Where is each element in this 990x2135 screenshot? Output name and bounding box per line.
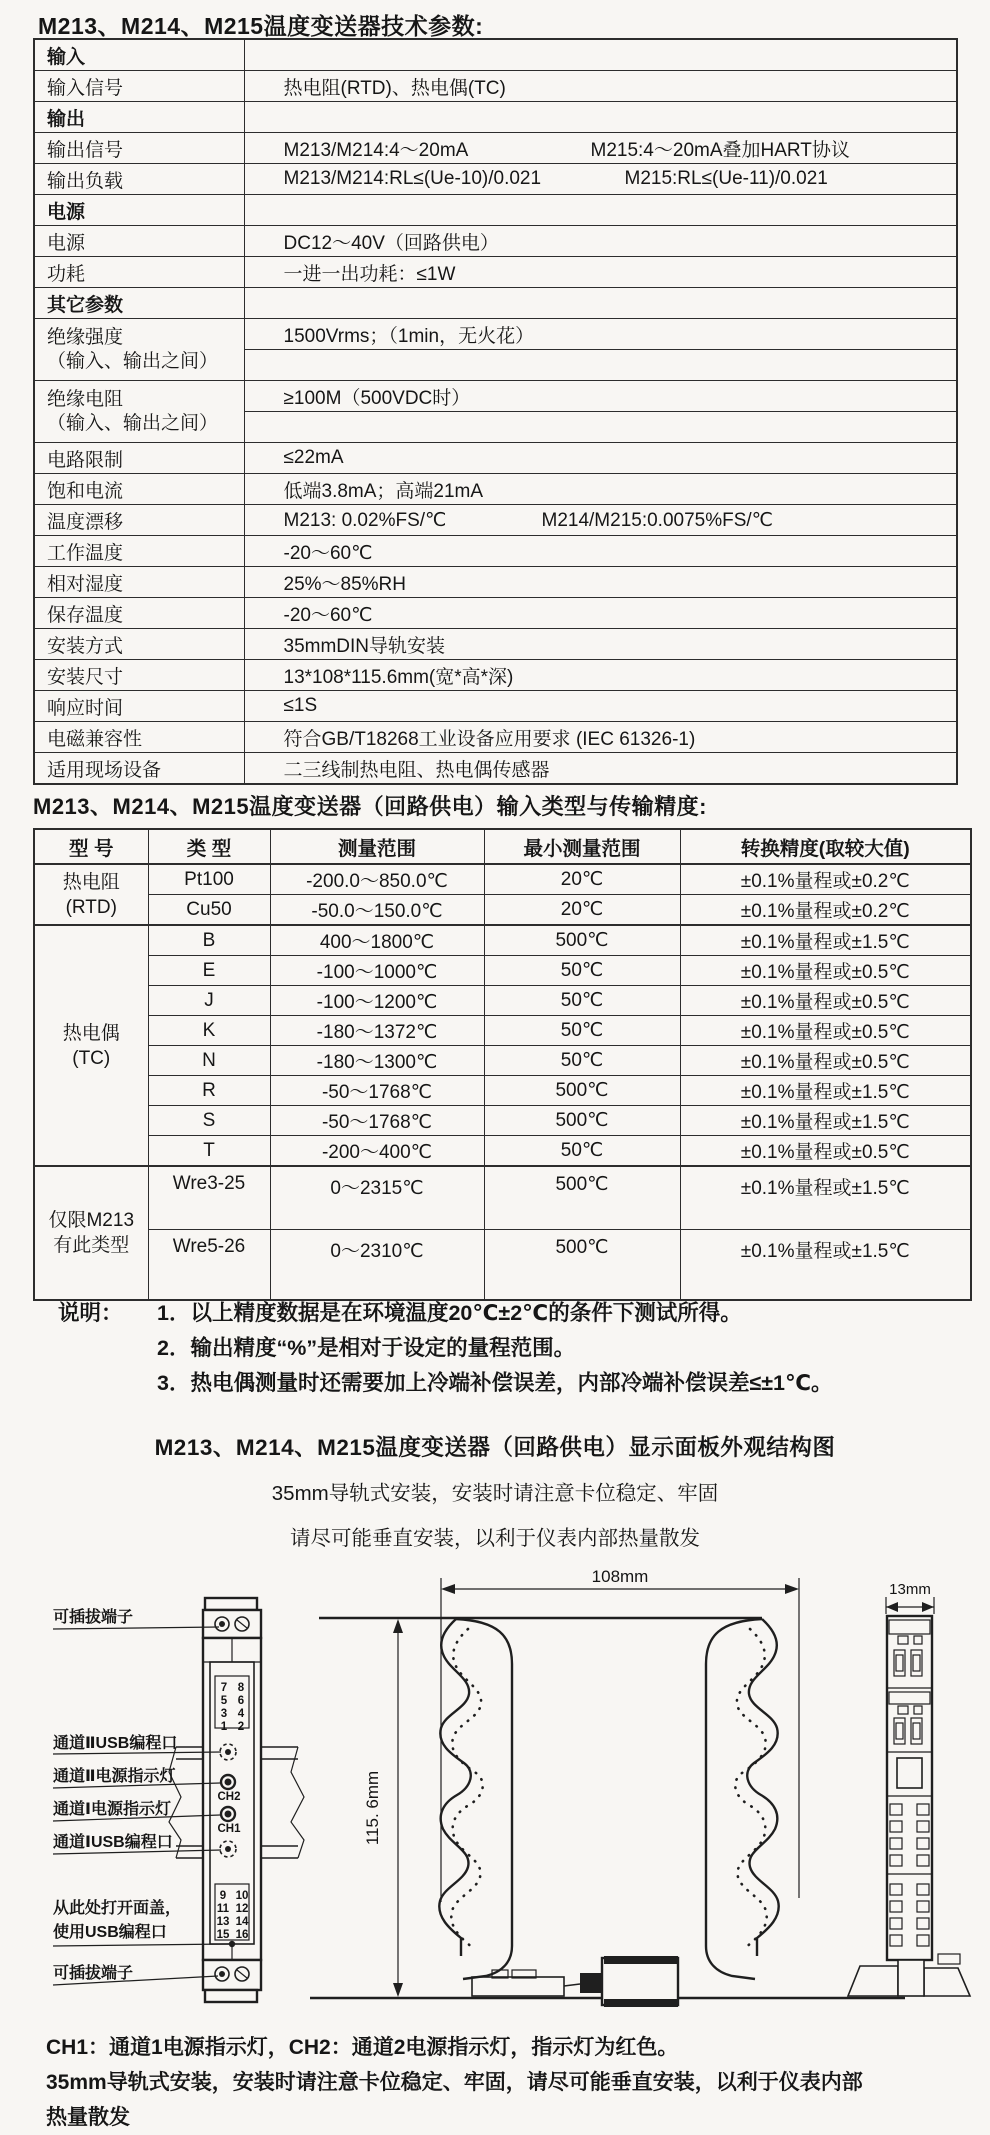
cell: -200～400℃ [270, 1136, 484, 1167]
table-row [34, 629, 957, 660]
cell: -50～1768℃ [270, 1106, 484, 1136]
table-row [34, 691, 957, 722]
terminal-number: 10 [235, 1890, 249, 1902]
table-row [34, 133, 957, 164]
module-side-view [310, 1567, 905, 2007]
ch2-led-label: 通道Ⅱ电源指示灯 [53, 1768, 176, 1785]
cell: Pt100 [148, 864, 270, 895]
table-row [34, 1046, 971, 1076]
cell: T [148, 1136, 270, 1167]
cell: Wre3-25 [148, 1166, 270, 1230]
param-value: 热电阻(RTD)、热电偶(TC) [244, 71, 957, 102]
cell: -100～1200℃ [270, 986, 484, 1016]
param-label: 输出信号 [34, 133, 244, 164]
param-value [244, 505, 957, 536]
value-part-2: M215:RL≤(Ue-11)/0.021 [624, 168, 828, 189]
cell: ±0.1%量程或±0.5℃ [680, 986, 971, 1016]
param-value: 13*108*115.6mm(宽*高*深) [244, 660, 957, 691]
table-row [34, 319, 957, 350]
terminal-number: 4 [237, 1708, 245, 1720]
cell: -50～1768℃ [270, 1076, 484, 1106]
cell: ±0.1%量程或±1.5℃ [680, 1230, 971, 1301]
terminal-number: 3 [220, 1708, 228, 1720]
param-value: ≤1S [244, 691, 957, 722]
note-line [58, 1366, 833, 1401]
cell: -180～1372℃ [270, 1016, 484, 1046]
table-row [34, 257, 957, 288]
accuracy-table [33, 828, 972, 1301]
usb-programmer [580, 1956, 678, 2007]
cell: ±0.1%量程或±0.2℃ [680, 895, 971, 926]
table-row [34, 1136, 971, 1167]
value-part-1: M213: 0.02%FS/℃ [283, 509, 447, 531]
group-label-rtd: 热电阻 (RTD) [34, 864, 148, 925]
cell: ±0.1%量程或±1.5℃ [680, 1166, 971, 1230]
cell: J [148, 986, 270, 1016]
terminal-number: 6 [237, 1695, 245, 1707]
cell: ±0.1%量程或±1.5℃ [680, 1106, 971, 1136]
param-label: 输入信号 [34, 71, 244, 102]
cell: ±0.1%量程或±0.5℃ [680, 1046, 971, 1076]
cell: B [148, 925, 270, 956]
height-dimension-label: 115. 6mm [363, 1770, 382, 1846]
param-label: 电磁兼容性 [34, 722, 244, 753]
terminal-number: 12 [235, 1903, 249, 1915]
param-value [244, 133, 957, 164]
table-row [34, 505, 957, 536]
param-value-empty [244, 350, 957, 381]
table-row [34, 1106, 971, 1136]
module-front-view [203, 1598, 261, 2002]
param-value: -20～60℃ [244, 598, 957, 629]
plug-terminal-bottom-label: 可插拔端子 [53, 1965, 134, 1982]
ch1-led-label: 通道Ⅰ电源指示灯 [53, 1801, 171, 1818]
terminal-number: 1 [220, 1721, 228, 1733]
param-value: DC12～40V（回路供电） [244, 226, 957, 257]
cell: 0～2310℃ [270, 1230, 484, 1301]
table-row [34, 164, 957, 195]
table-row [34, 536, 957, 567]
cell: ±0.1%量程或±0.2℃ [680, 864, 971, 895]
note-line [58, 1296, 833, 1331]
table-row [34, 895, 971, 926]
notes-prefix: 说明： [58, 1301, 123, 1325]
cell: -180～1300℃ [270, 1046, 484, 1076]
param-label: 响应时间 [34, 691, 244, 722]
cell: 50℃ [484, 1136, 680, 1167]
terminal-number: 5 [220, 1695, 228, 1707]
cell: K [148, 1016, 270, 1046]
group-label-m213: 仅限M213 有此类型 [34, 1166, 148, 1300]
footer-line-1: CH1：通道1电源指示灯，CH2：通道2电源指示灯，指示灯为红色。 [46, 2036, 679, 2059]
table-row [34, 226, 957, 257]
param-label: 功耗 [34, 257, 244, 288]
param-value: 二三线制热电阻、热电偶传感器 [244, 753, 957, 785]
table-row [34, 474, 957, 505]
param-label: 绝缘电阻 （输入、输出之间） [34, 381, 244, 443]
footer-line-2: 35mm导轨式安装，安装时请注意卡位稳定、牢固，请尽可能垂直安装，以利于仪表内部 [46, 2071, 863, 2094]
accuracy-table-wrap [33, 828, 972, 1301]
param-value: 1500Vrms；（1min，无火花） [244, 319, 957, 350]
cell: ±0.1%量程或±0.5℃ [680, 956, 971, 986]
terminal-number: 13 [216, 1916, 230, 1928]
table-row [34, 956, 971, 986]
table-row [34, 381, 957, 412]
cell: 0～2315℃ [270, 1166, 484, 1230]
param-label: 保存温度 [34, 598, 244, 629]
param-value: 一进一出功耗：≤1W [244, 257, 957, 288]
section-label: 输出 [34, 102, 244, 133]
param-value [244, 102, 957, 133]
param-label: 饱和电流 [34, 474, 244, 505]
cell: Wre5-26 [148, 1230, 270, 1301]
terminal-number: 8 [237, 1682, 245, 1694]
page-title: M213、M214、M215温度变送器技术参数: [38, 13, 484, 39]
table-row [34, 753, 957, 785]
cell: 50℃ [484, 956, 680, 986]
note-line [58, 1331, 833, 1366]
cell: 500℃ [484, 1166, 680, 1230]
param-label: 工作温度 [34, 536, 244, 567]
accuracy-table-title: M213、M214、M215温度变送器（回路供电）输入类型与传输精度: [33, 794, 707, 819]
cell: 500℃ [484, 1230, 680, 1301]
terminal-number: 2 [237, 1721, 245, 1733]
param-value: 符合GB/T18268工业设备应用要求 (IEC 61326-1) [244, 722, 957, 753]
cell: 500℃ [484, 925, 680, 956]
group-label-tc: 热电偶 (TC) [34, 925, 148, 1166]
table-row [34, 443, 957, 474]
cell: ±0.1%量程或±1.5℃ [680, 1076, 971, 1106]
param-value-empty [244, 412, 957, 443]
value-part-1: M213/M214:RL≤(Ue-10)/0.021 [283, 168, 542, 189]
cell: 400～1800℃ [270, 925, 484, 956]
param-label: 输出负载 [34, 164, 244, 195]
table-row [34, 1166, 971, 1230]
module-narrow-side-view [848, 1581, 970, 1996]
table-row [34, 1016, 971, 1046]
cell: 50℃ [484, 1016, 680, 1046]
value-part-2: M214/M215:0.0075%FS/℃ [541, 509, 774, 531]
cell: ±0.1%量程或±0.5℃ [680, 1016, 971, 1046]
cell: ±0.1%量程或±0.5℃ [680, 1136, 971, 1167]
cell: S [148, 1106, 270, 1136]
cell: Cu50 [148, 895, 270, 926]
param-value: 35mmDIN导轨安装 [244, 629, 957, 660]
structure-diagram-title: M213、M214、M215温度变送器（回路供电）显示面板外观结构图 [154, 1435, 836, 1460]
tech-params-table [33, 38, 958, 785]
notes-block [58, 1296, 833, 1401]
plug-terminal-top-label: 可插拔端子 [53, 1609, 134, 1626]
terminal-number: 7 [220, 1682, 228, 1694]
cell: 20℃ [484, 895, 680, 926]
cell: R [148, 1076, 270, 1106]
value-part-1: M213/M214:4～20mA [283, 139, 469, 161]
table-row [34, 722, 957, 753]
table-row [34, 1230, 971, 1301]
table-row [34, 660, 957, 691]
param-label: 电路限制 [34, 443, 244, 474]
cell: 50℃ [484, 1046, 680, 1076]
cell: 500℃ [484, 1106, 680, 1136]
table-row [34, 567, 957, 598]
table-header-row [34, 829, 971, 864]
cell: N [148, 1046, 270, 1076]
param-value [244, 288, 957, 319]
param-value [244, 39, 957, 71]
col-header: 型 号 [34, 829, 148, 864]
ch2-label: CH2 [217, 1791, 241, 1803]
param-value: 25%～85%RH [244, 567, 957, 598]
cell: E [148, 956, 270, 986]
note-item: 3．热电偶测量时还需要加上冷端补偿误差，内部冷端补偿误差≤±1℃。 [157, 1371, 833, 1395]
value-part-2: M215:4～20mA叠加HART协议 [590, 139, 850, 161]
open-cover-label-line2: 使用USB编程口 [53, 1924, 167, 1941]
param-value: ≤22mA [244, 443, 957, 474]
cell: 20℃ [484, 864, 680, 895]
section-label: 其它参数 [34, 288, 244, 319]
param-value: ≥100M（500VDC时） [244, 381, 957, 412]
table-row [34, 102, 957, 133]
table-row [34, 598, 957, 629]
terminal-number: 11 [216, 1903, 230, 1915]
ch1-label: CH1 [217, 1823, 241, 1835]
param-value [244, 164, 957, 195]
mounting-note-2: 请尽可能垂直安装，以利于仪表内部热量散发 [290, 1527, 700, 1550]
col-header: 测量范围 [270, 829, 484, 864]
param-label: 适用现场设备 [34, 753, 244, 785]
ch1-usb-label: 通道ⅠUSB编程口 [53, 1834, 173, 1851]
col-header: 最小测量范围 [484, 829, 680, 864]
table-row [34, 986, 971, 1016]
width-dimension-label: 108mm [591, 1567, 649, 1586]
param-label: 安装尺寸 [34, 660, 244, 691]
cell: ±0.1%量程或±1.5℃ [680, 925, 971, 956]
cell: -100～1000℃ [270, 956, 484, 986]
table-row [34, 71, 957, 102]
col-header: 转换精度(取较大值) [680, 829, 971, 864]
col-header: 类 型 [148, 829, 270, 864]
param-label: 相对湿度 [34, 567, 244, 598]
ch2-usb-label: 通道ⅡUSB编程口 [53, 1735, 178, 1752]
cell: 50℃ [484, 986, 680, 1016]
terminal-number: 16 [235, 1929, 249, 1941]
mounting-note-1: 35mm导轨式安装，安装时请注意卡位稳定、牢固 [271, 1482, 719, 1505]
structure-diagram [0, 1555, 990, 2010]
section-label: 输入 [34, 39, 244, 71]
depth-dimension-label: 13mm [889, 1581, 931, 1598]
cell: 500℃ [484, 1076, 680, 1106]
cell: -50.0～150.0℃ [270, 895, 484, 926]
note-item: 2．输出精度“%”是相对于设定的量程范围。 [157, 1336, 576, 1360]
footer-block [46, 2030, 966, 2135]
table-row [34, 925, 971, 956]
table-row [34, 1076, 971, 1106]
terminal-number: 15 [216, 1929, 230, 1941]
terminal-number: 9 [219, 1890, 227, 1902]
table-row [34, 288, 957, 319]
table-row [34, 39, 957, 71]
param-label: 绝缘强度 （输入、输出之间） [34, 319, 244, 381]
section-label: 电源 [34, 195, 244, 226]
cell: -200.0～850.0℃ [270, 864, 484, 895]
table-row [34, 864, 971, 895]
param-value: -20～60℃ [244, 536, 957, 567]
open-cover-label-line1: 从此处打开面盖， [53, 1900, 182, 1917]
param-label: 电源 [34, 226, 244, 257]
param-value: 低端3.8mA；高端21mA [244, 474, 957, 505]
terminal-number: 14 [235, 1916, 249, 1928]
param-value [244, 195, 957, 226]
footer-line-3: 热量散发 [46, 2106, 130, 2129]
table-row [34, 195, 957, 226]
param-label: 温度漂移 [34, 505, 244, 536]
note-item: 1．以上精度数据是在环境温度20℃±2℃的条件下测试所得。 [157, 1301, 742, 1325]
param-label: 安装方式 [34, 629, 244, 660]
tech-params-table-wrap [33, 38, 958, 785]
